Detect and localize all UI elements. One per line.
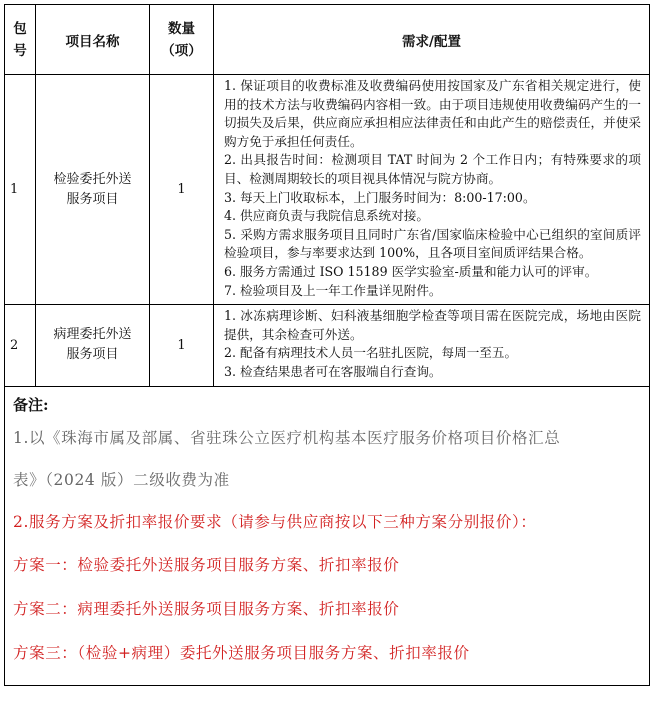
header-package-no-char1: 包: [13, 20, 27, 37]
notes-cell: [5, 386, 650, 685]
notes-title: 备注:: [13, 395, 49, 414]
procurement-table-sheet: [4, 4, 649, 714]
row-project-name-line1: 病理委托外送: [53, 327, 132, 343]
requirement-item: 3. 检查结果患者可在客服端自行查询。: [224, 363, 442, 379]
requirement-item: 2. 出具报告时间：检测项目 TAT 时间为 2 个工作日内；有特殊要求的项目、检测周期较长的项目视具体情况与院方协商。: [224, 152, 641, 186]
header-row: [5, 5, 650, 75]
header-quantity-line1: 数量: [168, 20, 195, 37]
table-row: [5, 305, 650, 386]
requirement-item: 1. 冰冻病理诊断、妇科液基细胞学检查等项目需在医院完成，场地由医院提供，其余检查可外送。: [224, 308, 641, 342]
note-line: 方案三：（检验+病理）委托外送服务项目服务方案、折扣率报价: [13, 643, 470, 662]
header-package-no: [5, 5, 36, 75]
requirement-item: 3. 每天上门收取标本，上门服务时间为：8:00-17:00。: [224, 189, 536, 205]
requirement-item: 6. 服务方需通过 ISO 15189 医学实验室-质量和能力认可的评审。: [224, 263, 598, 279]
note-line: 1.以《珠海市属及部属、省驻珠公立医疗机构基本医疗服务价格项目价格汇总: [13, 428, 561, 447]
header-quantity: [150, 5, 214, 75]
row-quantity: 1: [150, 75, 214, 305]
row-package-no: 2: [5, 305, 36, 386]
requirement-item: 7. 检验项目及上一年工作量详见附件。: [224, 282, 442, 298]
requirement-item: 1. 保证项目的收费标准及收费编码使用按国家及广东省相关规定进行，使用的技术方法与收费编码内容相一致。由于项目违规使用收费编码产生的一切损失及后果，供应商应承担相应法律责任和由此产生的赔偿责任，并使采购方免于承担任何责任。: [224, 78, 641, 149]
table-row: [5, 75, 650, 305]
header-quantity-line2: （项）: [161, 42, 202, 59]
row-project-name: [36, 75, 150, 305]
note-line: 2.服务方案及折扣率报价要求（请参与供应商按以下三种方案分别报价）：: [13, 512, 537, 531]
note-line: 表》（2024 版）二级收费为准: [13, 470, 230, 489]
header-project-name: 项目名称: [36, 5, 150, 75]
note-line: 方案一：检验委托外送服务项目服务方案、折扣率报价: [13, 555, 400, 574]
row-package-no: 1: [5, 75, 36, 305]
header-requirements: 需求/配置: [214, 5, 650, 75]
note-line: 方案二：病理委托外送服务项目服务方案、折扣率报价: [13, 599, 400, 618]
requirement-item: 4. 供应商负责与我院信息系统对接。: [224, 208, 429, 224]
header-package-no-char2: 号: [13, 42, 27, 59]
row-requirements: [214, 75, 650, 305]
row-project-name: [36, 305, 150, 386]
notes-row: [5, 386, 650, 685]
requirements-table: [4, 4, 650, 686]
row-project-name-line2: 服务项目: [66, 347, 119, 363]
row-quantity: 1: [150, 305, 214, 386]
row-requirements: [214, 305, 650, 386]
requirement-item: 2. 配备有病理技术人员一名驻扎医院，每周一至五。: [224, 345, 518, 361]
requirement-item: 5. 采购方需求服务项目且同时广东省/国家临床检验中心已组织的室间质评检验项目，参与率要求达到 100%，且各项目室间质评结果合格。: [224, 226, 641, 261]
row-project-name-line2: 服务项目: [66, 191, 119, 207]
row-project-name-line1: 检验委托外送: [53, 171, 132, 187]
